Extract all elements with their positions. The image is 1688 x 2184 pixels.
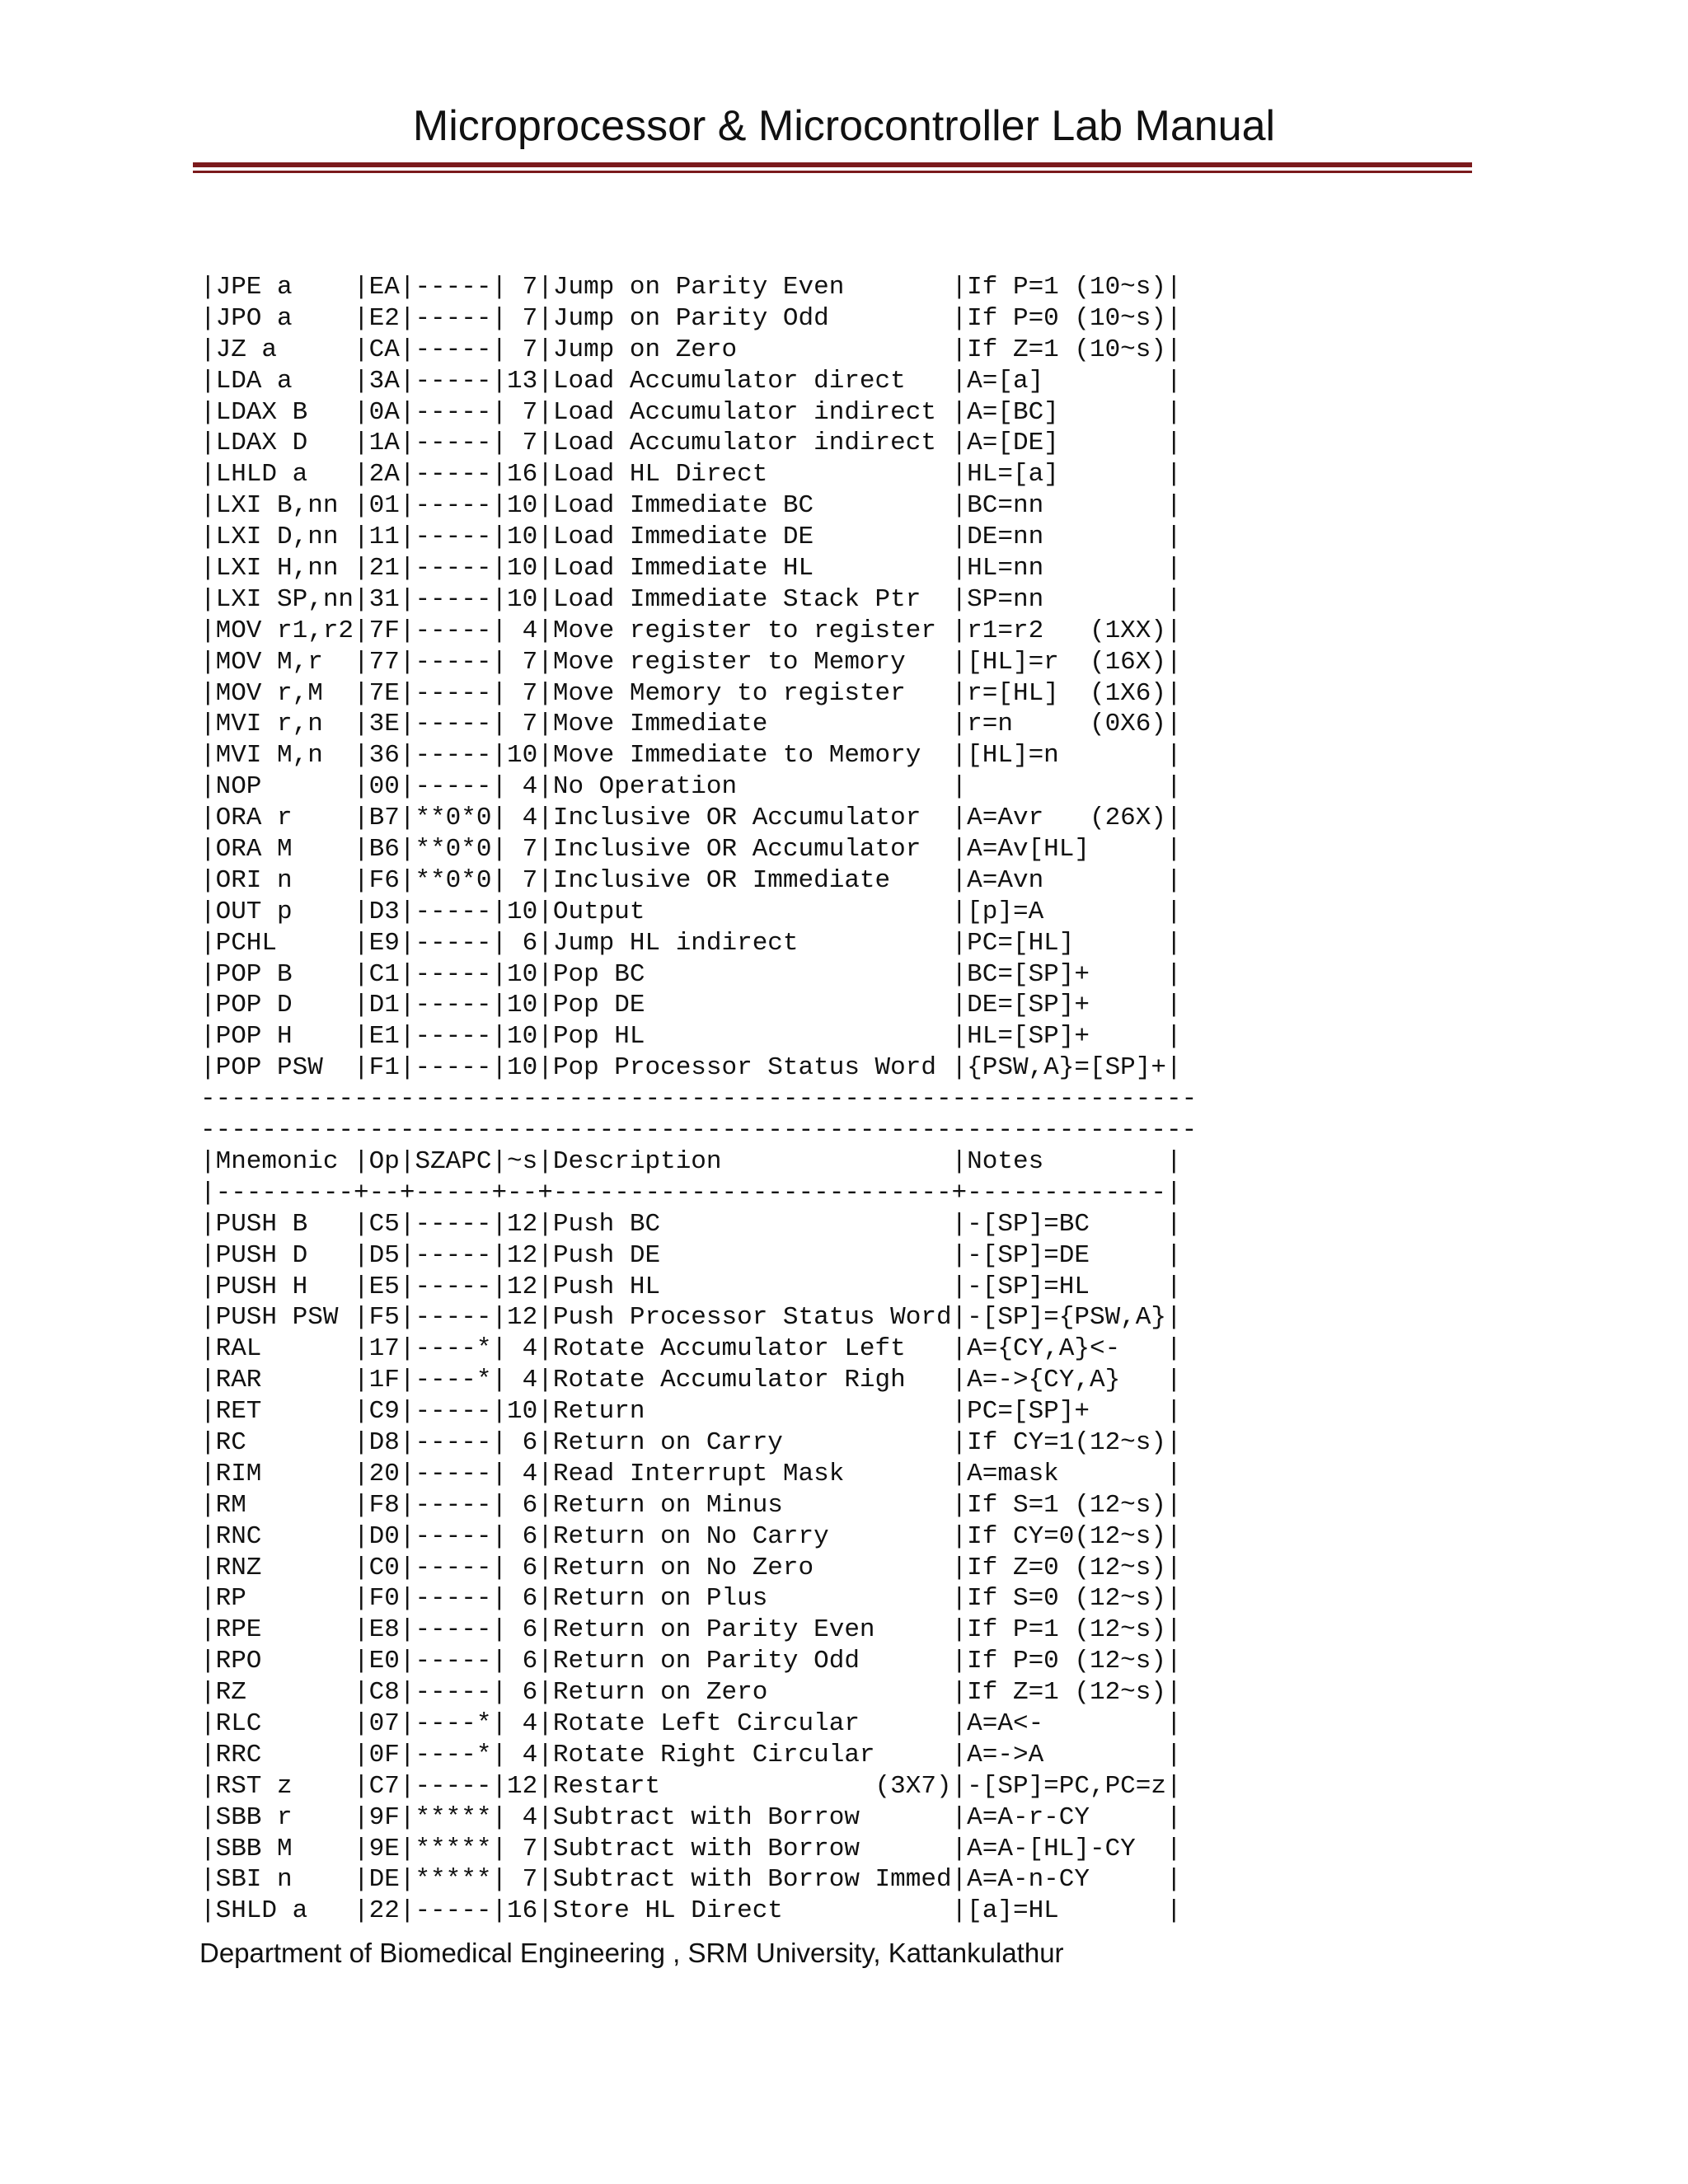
listing-line: |LDAX D |1A|-----| 7|Load Accumulator indirect |A=[DE] | [200,429,1182,458]
listing-line: |PUSH D |D5|-----|12|Push DE |-[SP]=DE | [200,1240,1182,1270]
listing-line: |RRC |0F|----*| 4|Rotate Right Circular |A=->A | [200,1740,1182,1769]
instruction-listing [200,272,1197,1927]
listing-line: |LXI H,nn |21|-----|10|Load Immediate HL |HL=nn | [200,554,1182,583]
listing-line: |ORA M |B6|**0*0| 7|Inclusive OR Accumulator |A=Av[HL] | [200,835,1182,865]
header-rule-thin [193,171,1472,173]
listing-line: |LXI SP,nn|31|-----|10|Load Immediate Stack Ptr |SP=nn | [200,584,1182,614]
listing-line: |LXI B,nn |01|-----|10|Load Immediate BC |BC=nn | [200,491,1182,521]
listing-line: |POP D |D1|-----|10|Pop DE |DE=[SP]+ | [200,991,1182,1020]
listing-line: |RC |D8|-----| 6|Return on Carry |If CY=1(12~s)| [200,1427,1182,1457]
listing-line: |RNC |D0|-----| 6|Return on No Carry |If CY=0(12~s)| [200,1521,1182,1551]
listing-line: |POP H |E1|-----|10|Pop HL |HL=[SP]+ | [200,1022,1182,1052]
listing-line: |LXI D,nn |11|-----|10|Load Immediate DE |DE=nn | [200,523,1182,552]
listing-line: |MOV r,M |7E|-----| 7|Move Memory to register |r=[HL] (1X6)| [200,678,1182,708]
listing-line: |JZ a |CA|-----| 7|Jump on Zero |If Z=1 (10~s)| [200,335,1182,364]
listing-line: |JPO a |E2|-----| 7|Jump on Parity Odd |If P=0 (10~s)| [200,303,1182,333]
listing-line: |RP |F0|-----| 6|Return on Plus |If S=0 (12~s)| [200,1584,1182,1614]
listing-line: ----------------------------------------------------------------- [200,1085,1198,1114]
listing-line: |RM |F8|-----| 6|Return on Minus |If S=1 (12~s)| [200,1490,1182,1520]
listing-line: |PUSH PSW |F5|-----|12|Push Processor Status Word|-[SP]={PSW,A}| [200,1303,1182,1333]
listing-line: |RLC |07|----*| 4|Rotate Left Circular |A=A<- | [200,1708,1182,1738]
listing-line: |RNZ |C0|-----| 6|Return on No Zero |If Z=0 (12~s)| [200,1553,1182,1582]
listing-line: |RAR |1F|----*| 4|Rotate Accumulator Righ |A=->{CY,A} | [200,1366,1182,1395]
listing-line: |MOV r1,r2|7F|-----| 4|Move register to register |r1=r2 (1XX)| [200,616,1182,645]
listing-line: |SBI n |DE|*****| 7|Subtract with Borrow Immed|A=A-n-CY | [200,1865,1182,1895]
listing-line: |RPE |E8|-----| 6|Return on Parity Even |If P=1 (12~s)| [200,1615,1182,1645]
listing-line: ----------------------------------------------------------------- [200,1116,1198,1146]
listing-line: |MVI r,n |3E|-----| 7|Move Immediate |r=n (0X6)| [200,710,1182,739]
listing-line: |OUT p |D3|-----|10|Output |[p]=A | [200,897,1182,926]
listing-line: |JPE a |EA|-----| 7|Jump on Parity Even |If P=1 (10~s)| [200,273,1182,302]
listing-line: |SHLD a |22|-----|16|Store HL Direct |[a]=HL | [200,1896,1182,1926]
listing-line: |RZ |C8|-----| 6|Return on Zero |If Z=1 (12~s)| [200,1678,1182,1708]
listing-line: |LDA a |3A|-----|13|Load Accumulator direct |A=[a] | [200,366,1182,396]
listing-line: |MVI M,n |36|-----|10|Move Immediate to Memory |[HL]=n | [200,741,1182,771]
listing-line: |POP B |C1|-----|10|Pop BC |BC=[SP]+ | [200,959,1182,989]
listing-line: |RAL |17|----*| 4|Rotate Accumulator Left |A={CY,A}<- | [200,1334,1182,1364]
listing-line: |Mnemonic |Op|SZAPC|~s|Description |Notes | [200,1146,1182,1176]
listing-line: |ORA r |B7|**0*0| 4|Inclusive OR Accumulator |A=Avr (26X)| [200,804,1182,833]
listing-line: |SBB r |9F|*****| 4|Subtract with Borrow |A=A-r-CY | [200,1802,1182,1832]
listing-line: |RET |C9|-----|10|Return |PC=[SP]+ | [200,1397,1182,1427]
listing-line: |RPO |E0|-----| 6|Return on Parity Odd |If P=0 (12~s)| [200,1647,1182,1676]
listing-line: |RST z |C7|-----|12|Restart (3X7)|-[SP]=PC,PC=z| [200,1771,1182,1801]
listing-line: |---------+--+-----+--+--------------------------+-------------| [200,1178,1182,1207]
listing-line: |RIM |20|-----| 4|Read Interrupt Mask |A=mask | [200,1459,1182,1488]
listing-line: |LHLD a |2A|-----|16|Load HL Direct |HL=[a] | [200,460,1182,490]
listing-line: |POP PSW |F1|-----|10|Pop Processor Status Word |{PSW,A}=[SP]+| [200,1053,1182,1083]
listing-line: |LDAX B |0A|-----| 7|Load Accumulator indirect |A=[BC] | [200,397,1182,427]
listing-line: |MOV M,r |77|-----| 7|Move register to Memory |[HL]=r (16X)| [200,647,1182,677]
listing-line: |SBB M |9E|*****| 7|Subtract with Borrow |A=A-[HL]-CY | [200,1834,1182,1863]
listing-line: |PUSH B |C5|-----|12|Push BC |-[SP]=BC | [200,1209,1182,1239]
header-rule-thick [193,162,1472,167]
page-title: Microprocessor & Microcontroller Lab Manual [412,102,1276,150]
page-footer: Department of Biomedical Engineering , SRM University, Kattankulathur [199,1938,1064,1968]
listing-line: |NOP |00|-----| 4|No Operation | | [200,772,1182,802]
listing-line: |PCHL |E9|-----| 6|Jump HL indirect |PC=[HL] | [200,928,1182,958]
listing-line: |PUSH H |E5|-----|12|Push HL |-[SP]=HL | [200,1272,1182,1301]
listing-line: |ORI n |F6|**0*0| 7|Inclusive OR Immediate |A=Avn | [200,865,1182,895]
